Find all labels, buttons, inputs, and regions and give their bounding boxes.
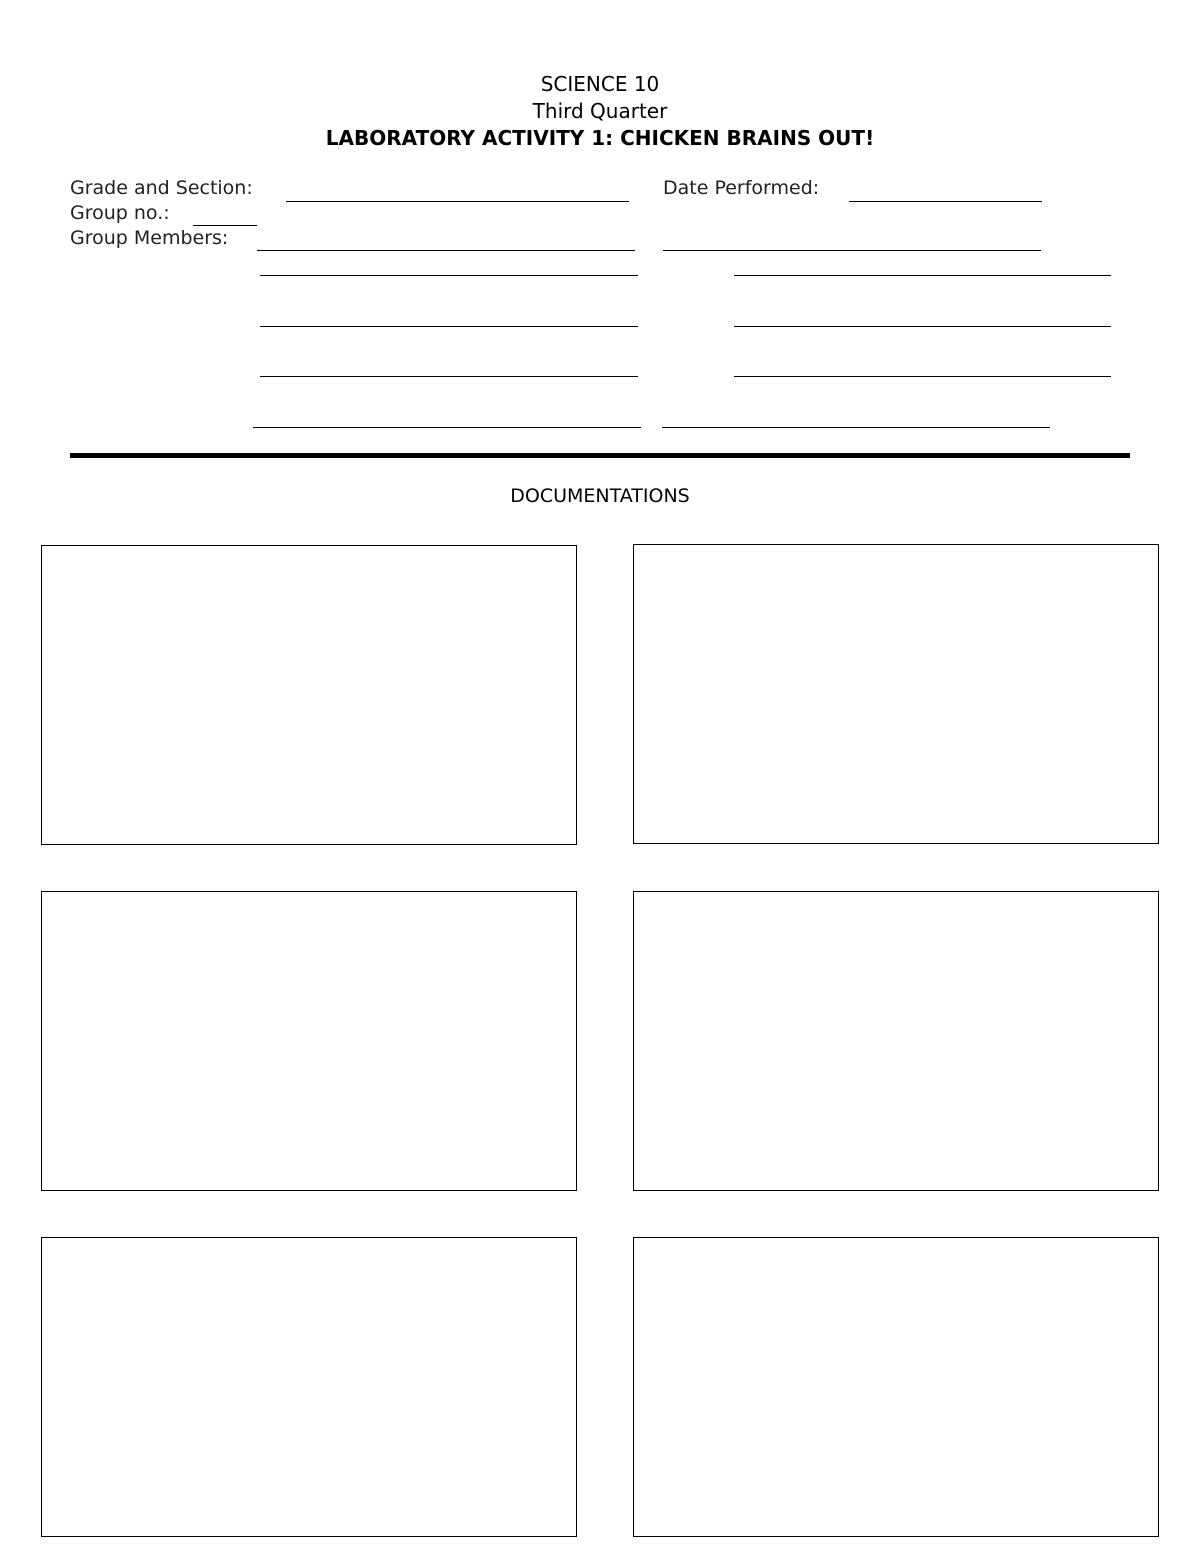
- photo-box-1[interactable]: [41, 545, 577, 845]
- section-divider: [70, 453, 1130, 458]
- activity-title: LABORATORY ACTIVITY 1: CHICKEN BRAINS OUT!: [325, 126, 875, 150]
- member-field-3[interactable]: [260, 275, 638, 276]
- group-no-label: Group no.:: [70, 202, 170, 224]
- grade-section-label: Grade and Section:: [70, 177, 253, 199]
- member-field-9[interactable]: [253, 427, 641, 428]
- photo-box-2[interactable]: [633, 544, 1159, 844]
- group-members-label: Group Members:: [70, 227, 229, 249]
- member-field-8[interactable]: [734, 376, 1111, 377]
- photo-box-5[interactable]: [41, 1237, 577, 1537]
- photo-box-4[interactable]: [633, 891, 1159, 1191]
- member-field-2[interactable]: [663, 250, 1041, 251]
- quarter-title: Third Quarter: [532, 99, 668, 123]
- date-performed-field[interactable]: [849, 201, 1042, 202]
- member-field-7[interactable]: [260, 376, 638, 377]
- member-field-6[interactable]: [734, 326, 1111, 327]
- photo-box-3[interactable]: [41, 891, 577, 1191]
- date-performed-label: Date Performed:: [663, 177, 820, 199]
- documentations-heading: DOCUMENTATIONS: [510, 485, 690, 507]
- member-field-1[interactable]: [257, 250, 635, 251]
- subject-title: SCIENCE 10: [540, 72, 660, 96]
- member-field-10[interactable]: [662, 427, 1050, 428]
- grade-section-field[interactable]: [286, 201, 629, 202]
- member-field-5[interactable]: [260, 326, 638, 327]
- photo-box-6[interactable]: [633, 1237, 1159, 1537]
- member-field-4[interactable]: [734, 275, 1111, 276]
